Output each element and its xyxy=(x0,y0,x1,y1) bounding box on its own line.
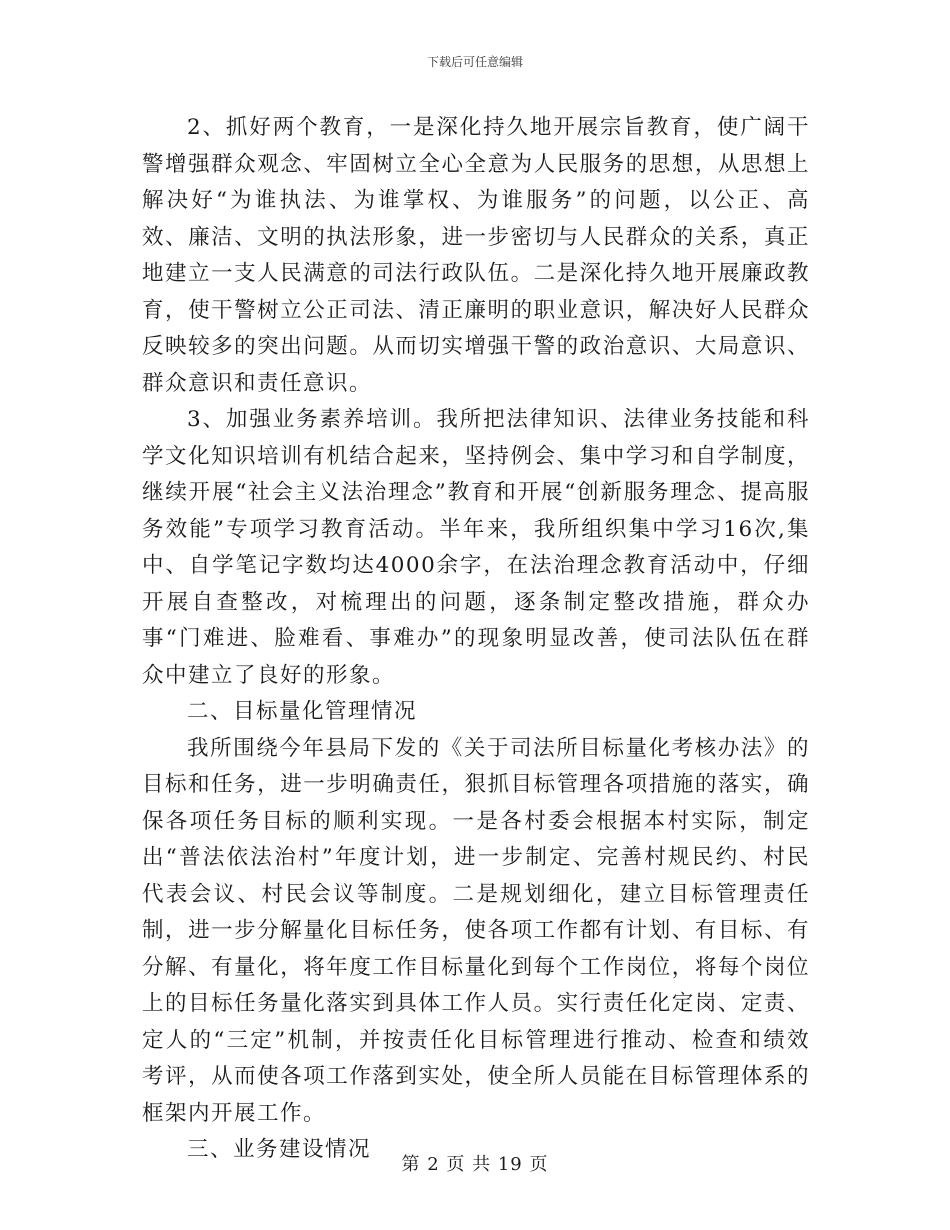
paragraph-training: 3、加强业务素养培训。我所把法律知识、法律业务技能和科学文化知识培训有机结合起来，坚持例会、集中学习和自学制度，继续开展“社会主义法治理念”教育和开展“创新服务理念、提高服务效能”专项学习教育活动。半年来，我所组织集中学习16次,集中、自学笔记字数均达4000余字，在法治理念教育活动中，仔细开展自查整改，对梳理出的问题，逐条制定整改措施，群众办事“门难进、脸难看、事难办”的现象明显改善，使司法队伍在群众中建立了良好的形象。 xyxy=(142,407,810,688)
paragraph-target-management: 我所围绕今年县局下发的《关于司法所目标量化考核办法》的目标和任务，进一步明确责任，狠抓目标管理各项措施的落实，确保各项任务目标的顺利实现。一是各村委会根据本村实际，制定出“普法依法治村”年度计划，进一步制定、完善村规民约、村民代表会议、村民会议等制度。二是规划细化，建立目标管理责任制，进一步分解量化目标任务，使各项工作都有计划、有目标、有分解、有量化，将年度工作目标量化到每个工作岗位，将每个岗位上的目标任务量化落实到具体工作人员。实行责任化定岗、定责、定人的“三定”机制，并按责任化目标管理进行推动、检查和绩效考评，从而使各项工作落到实处，使全所人员能在目标管理体系的框架内开展工作。 xyxy=(142,735,810,1126)
page-number-footer: 第 2 页 共 19 页 xyxy=(401,1154,549,1175)
section-heading-target-management: 二、目标量化管理情况 xyxy=(187,699,418,724)
page-header: 下载后可任意编辑 xyxy=(426,55,523,69)
section-heading-business-construction: 三、业务建设情况 xyxy=(187,1137,372,1162)
paragraph-education: 2、抓好两个教育，一是深化持久地开展宗旨教育，使广阔干警增强群众观念、牢固树立全心全意为人民服务的思想，从思想上解决好“为谁执法、为谁掌权、为谁服务”的问题，以公正、高效、廉洁、文明的执法形象，进一步密切与人民群众的关系，真正地建立一支人民满意的司法行政队伍。二是深化持久地开展廉政教育，使干警树立公正司法、清正廉明的职业意识，解决好人民群众反映较多的突出问题。从而切实增强干警的政治意识、大局意识、群众意识和责任意识。 xyxy=(142,115,810,396)
document-body xyxy=(142,110,810,1169)
